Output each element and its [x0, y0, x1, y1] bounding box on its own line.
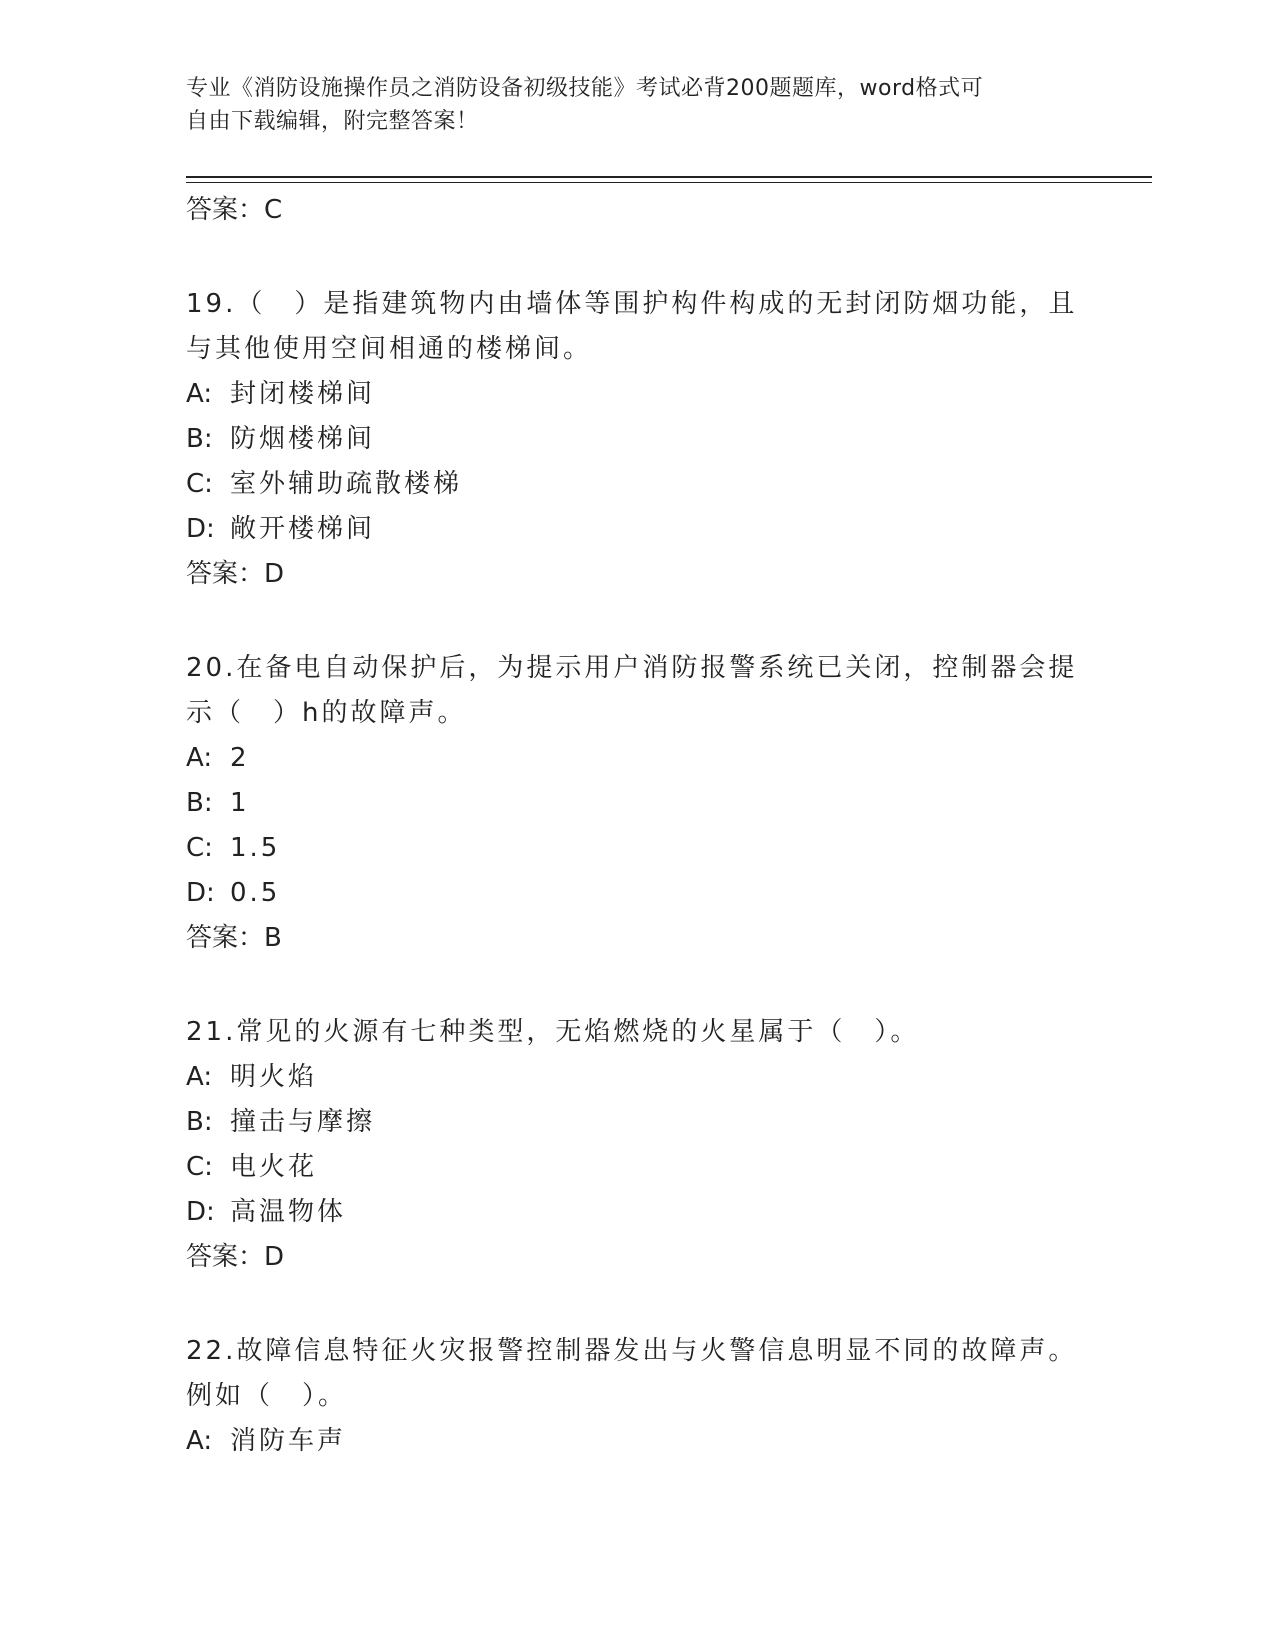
- header-rule-thin: [186, 182, 1152, 183]
- option-text: 高温物体: [230, 1197, 347, 1227]
- question-stem-line: 示（ ）h的故障声。: [186, 698, 467, 728]
- document-header: [186, 72, 1066, 138]
- option-d: [186, 507, 1086, 552]
- option-c: [186, 826, 1086, 871]
- option-d: [186, 871, 1086, 916]
- option-text: 2: [230, 743, 250, 773]
- option-b: [186, 781, 1086, 826]
- question-stem: [186, 1329, 1086, 1419]
- question-stem-line: 19.（ ）是指建筑物内由墙体等围护构件构成的无封闭防烟功能，且: [186, 289, 1078, 319]
- option-text: 电火花: [230, 1152, 318, 1182]
- option-text: 室外辅助疏散楼梯: [230, 469, 463, 499]
- question-stem-line: 21.常见的火源有七种类型，无焰燃烧的火星属于（ ）。: [186, 1017, 920, 1047]
- question-stem-line: 22.故障信息特征火灾报警控制器发出与火警信息明显不同的故障声。: [186, 1336, 1078, 1366]
- option-label: C:: [186, 469, 213, 499]
- option-text: 封闭楼梯间: [230, 379, 376, 409]
- question-stem-line: 20.在备电自动保护后，为提示用户消防报警系统已关闭，控制器会提: [186, 653, 1078, 683]
- answer-line: 答案：C: [186, 195, 283, 225]
- option-text: 消防车声: [230, 1426, 347, 1456]
- option-label: A:: [186, 379, 213, 409]
- question-stem-line: 与其他使用空间相通的楼梯间。: [186, 334, 593, 364]
- option-c: [186, 1145, 1086, 1190]
- option-text: 撞击与摩擦: [230, 1107, 376, 1137]
- header-line-2: 自由下载编辑，附完整答案！: [186, 109, 479, 134]
- option-a: [186, 1055, 1086, 1100]
- question-stem: [186, 1010, 1086, 1055]
- option-b: [186, 1100, 1086, 1145]
- option-b: [186, 417, 1086, 462]
- question-stem-line: 例如（ ）。: [186, 1381, 348, 1411]
- option-label: A:: [186, 743, 213, 773]
- option-text: 敞开楼梯间: [230, 514, 376, 544]
- option-label: A:: [186, 1062, 213, 1092]
- answer-line: 答案：B: [186, 923, 282, 953]
- option-label: D:: [186, 514, 215, 544]
- header-line-1: 专业《消防设施操作员之消防设备初级技能》考试必背200题题库，word格式可: [186, 76, 984, 101]
- option-label: B:: [186, 424, 213, 454]
- option-text: 明火焰: [230, 1062, 318, 1092]
- option-text: 1: [230, 788, 250, 818]
- option-d: [186, 1190, 1086, 1235]
- option-label: D:: [186, 1197, 215, 1227]
- answer-line: 答案：D: [186, 1242, 285, 1272]
- option-a: [186, 372, 1086, 417]
- option-label: A:: [186, 1426, 213, 1456]
- question-list: [186, 188, 1086, 1464]
- question-stem: [186, 646, 1086, 736]
- option-label: D:: [186, 878, 215, 908]
- answer-line: 答案：D: [186, 559, 285, 589]
- question-stem: [186, 282, 1086, 372]
- option-a: [186, 1419, 1086, 1464]
- option-label: B:: [186, 788, 213, 818]
- option-label: B:: [186, 1107, 213, 1137]
- option-text: 1.5: [230, 833, 281, 863]
- option-label: C:: [186, 1152, 213, 1182]
- option-c: [186, 462, 1086, 507]
- option-a: [186, 736, 1086, 781]
- option-text: 防烟楼梯间: [230, 424, 376, 454]
- option-label: C:: [186, 833, 213, 863]
- header-rule-thick: [186, 176, 1152, 178]
- option-text: 0.5: [230, 878, 281, 908]
